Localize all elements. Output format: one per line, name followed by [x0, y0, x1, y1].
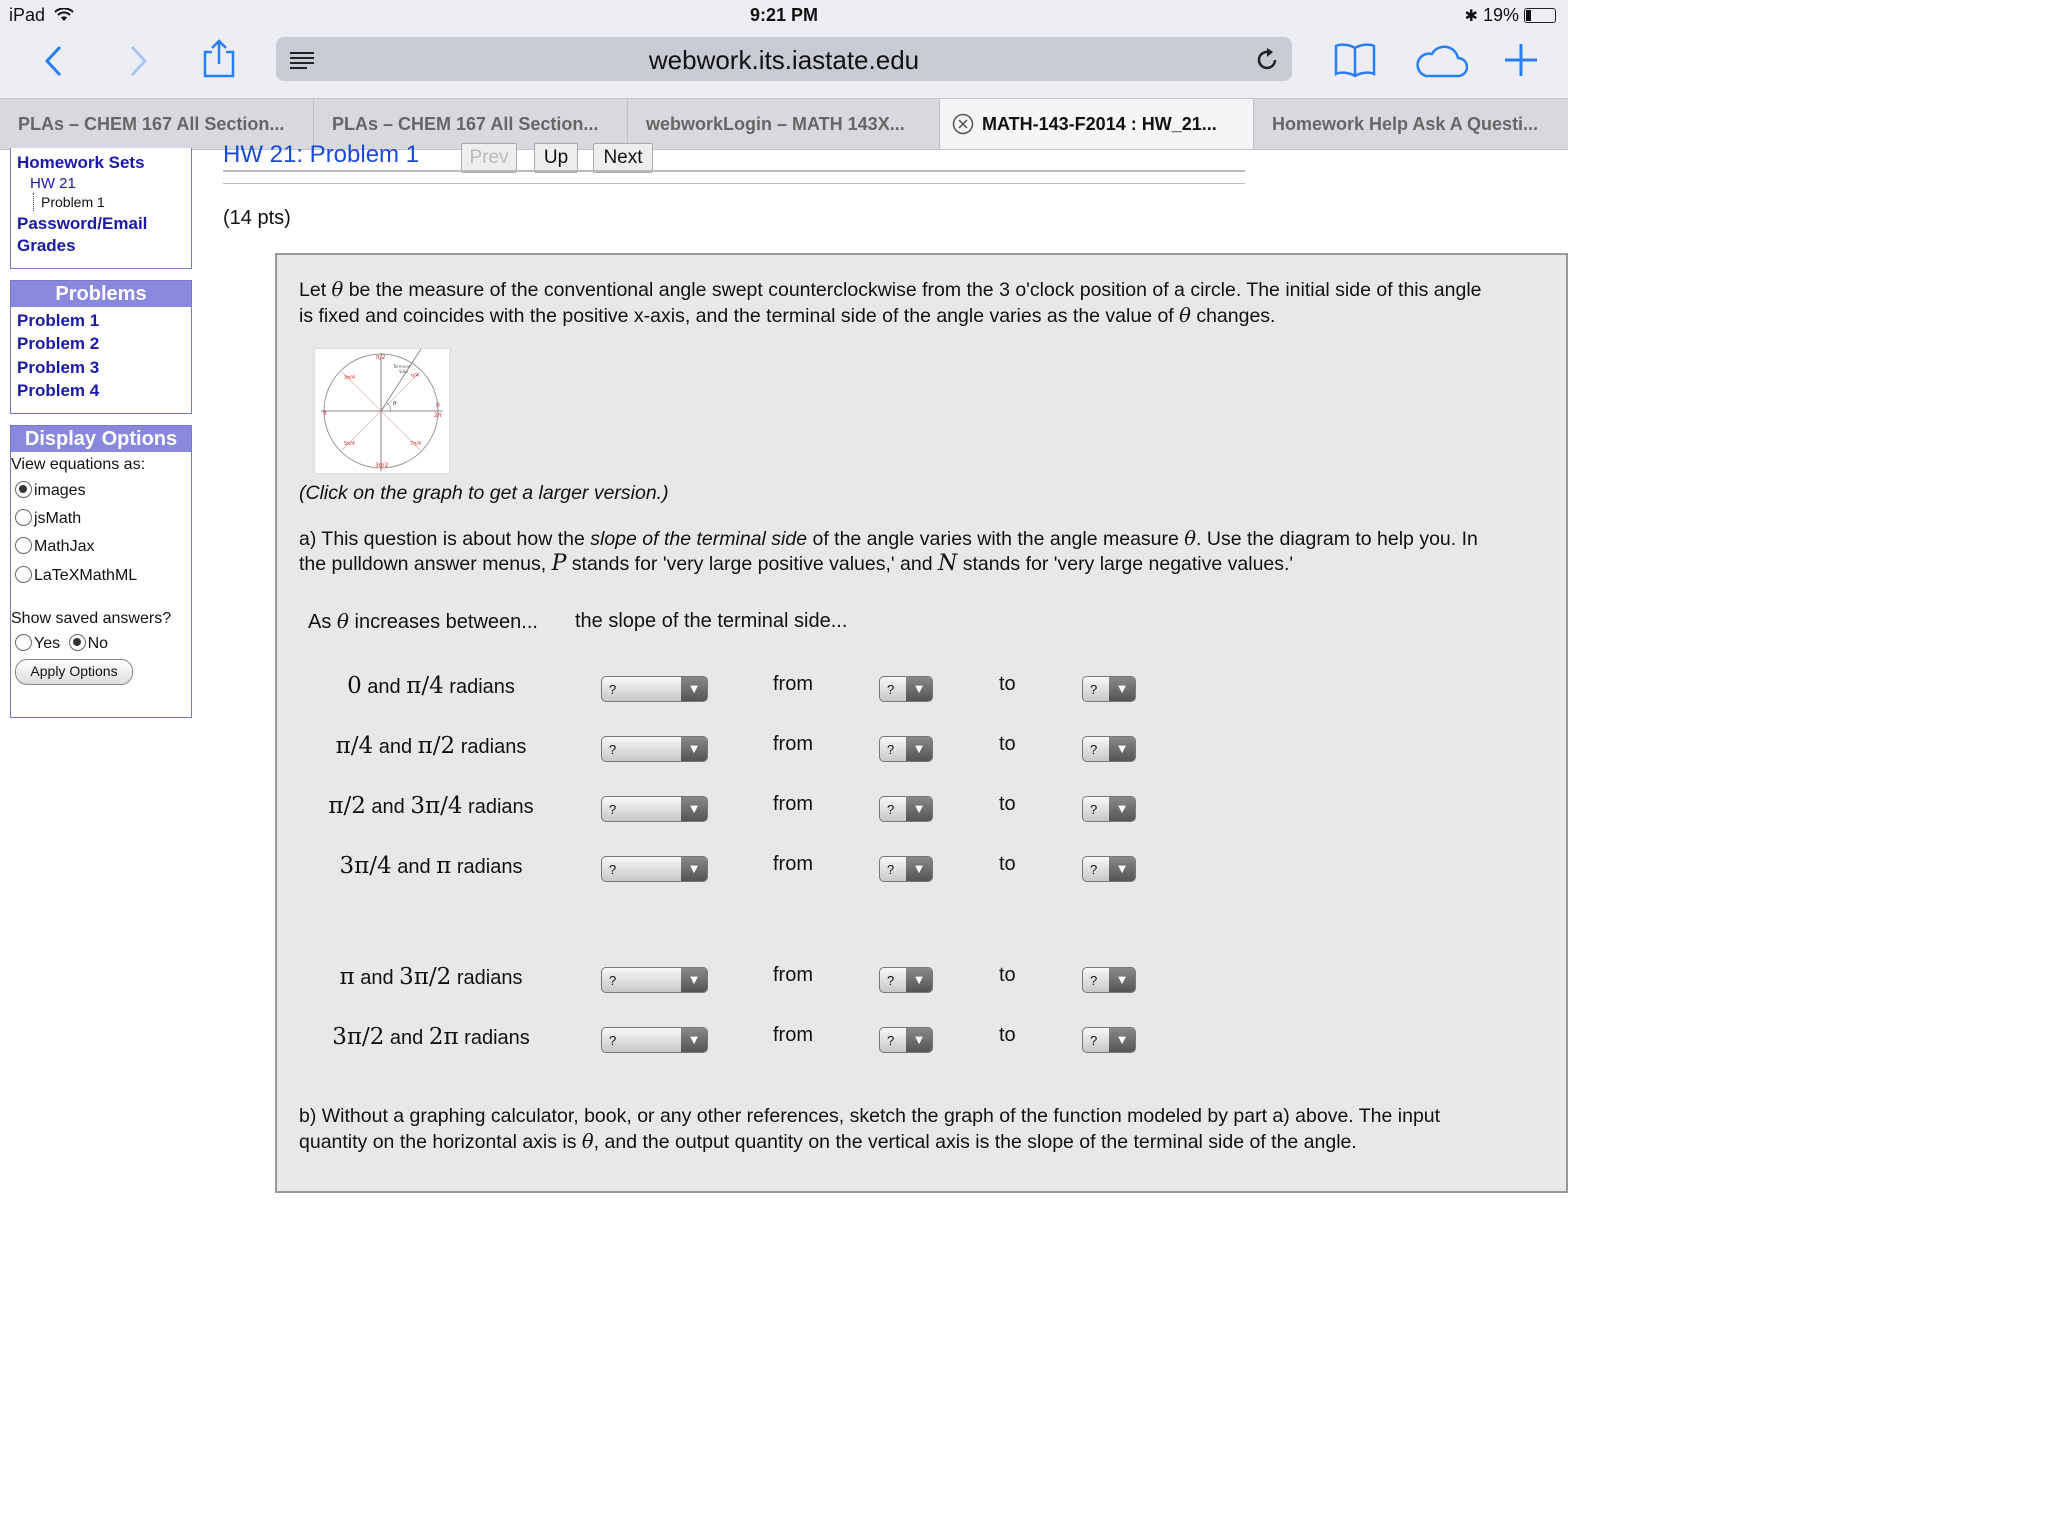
close-tab-icon[interactable] — [952, 113, 974, 135]
clock: 9:21 PM — [749, 5, 819, 25]
chevron-down-icon: ▼ — [906, 1028, 932, 1052]
chevron-down-icon: ▼ — [906, 797, 932, 821]
part-b-line-2: quantity on the horizontal axis is θ, and the output quantity on the vertical axis is the slope of the terminal side of the angle. — [299, 1130, 1357, 1153]
graph-label-q2: 3π/4 — [344, 375, 356, 381]
new-tab-icon[interactable] — [1503, 42, 1539, 78]
back-icon[interactable] — [42, 44, 66, 78]
to-value-select[interactable]: ? ▼ — [1082, 676, 1136, 702]
to-value-select[interactable]: ? ▼ — [1082, 967, 1136, 993]
hw21-link[interactable]: HW 21 — [30, 175, 76, 192]
icloud-tabs-icon[interactable] — [1414, 44, 1468, 78]
tab-chem-2[interactable]: PLAs – CHEM 167 All Section... — [314, 99, 628, 149]
interval-label: π/2 and 3π/4 radians — [328, 793, 534, 819]
graph-label-q3: 5π/4 — [344, 441, 356, 447]
device-name: iPad — [9, 5, 74, 26]
chevron-down-icon: ▼ — [681, 968, 707, 992]
problem-1-link[interactable]: Problem 1 — [17, 311, 100, 330]
to-label: to — [999, 793, 1016, 815]
chevron-down-icon: ▼ — [1109, 677, 1135, 701]
apply-options-button[interactable]: Apply Options — [15, 659, 133, 685]
part-a-line-2: the pulldown answer menus, P stands for 'very large positive values,' and N stands for 'very large negative values.' — [299, 551, 1294, 576]
chevron-down-icon: ▼ — [681, 737, 707, 761]
graph-label-right-b: 2π — [434, 412, 442, 419]
tab-chem-1[interactable]: PLAs – CHEM 167 All Section... — [0, 99, 314, 149]
graph-label-bottom: 3π/2 — [375, 462, 389, 469]
graph-label-left: π — [323, 410, 327, 417]
radio-mathjax[interactable] — [15, 537, 32, 554]
homework-sets-link[interactable]: Homework Sets — [17, 153, 145, 172]
part-a-line-1: a) This question is about how the slope of the terminal side of the angle varies with the angle measure θ. Use the diagram to help you. In — [299, 527, 1478, 550]
column-head-angle: As θ increases between... — [308, 609, 538, 633]
problems-heading: Problems — [11, 281, 191, 307]
unit-circle-graph[interactable] — [314, 348, 450, 474]
chevron-down-icon: ▼ — [906, 857, 932, 881]
problem-2-link[interactable]: Problem 2 — [17, 334, 100, 353]
chevron-down-icon: ▼ — [681, 797, 707, 821]
bookmarks-icon[interactable] — [1334, 42, 1376, 78]
to-value-select[interactable]: ? ▼ — [1082, 856, 1136, 882]
chevron-down-icon: ▼ — [681, 857, 707, 881]
graph-label-side: Side — [399, 369, 408, 374]
divider — [223, 183, 1245, 184]
tab-math-hw[interactable] — [940, 99, 1254, 149]
from-label: from — [773, 853, 813, 875]
bluetooth-icon: ✱ — [1464, 8, 1478, 25]
browser-toolbar — [0, 32, 1568, 98]
option-images[interactable]: images — [15, 481, 86, 500]
from-value-select[interactable]: ? ▼ — [879, 967, 933, 993]
problem-4-link[interactable]: Problem 4 — [17, 381, 100, 400]
chevron-down-icon: ▼ — [1109, 1028, 1135, 1052]
behavior-select[interactable]: ? ▼ — [601, 736, 708, 762]
page-title: HW 21: Problem 1 — [223, 141, 420, 168]
chevron-down-icon: ▼ — [681, 1028, 707, 1052]
option-mathjax[interactable]: MathJax — [15, 537, 94, 556]
interval-label: 3π/2 and 2π radians — [332, 1024, 530, 1050]
url-text: webwork.its.iastate.edu — [648, 45, 920, 75]
status-bar — [0, 0, 1568, 32]
chevron-down-icon: ▼ — [906, 737, 932, 761]
points-label: (14 pts) — [223, 207, 291, 229]
current-problem-label: Problem 1 — [41, 194, 105, 210]
battery-icon — [1524, 8, 1556, 23]
from-value-select[interactable]: ? ▼ — [879, 796, 933, 822]
from-value-select[interactable]: ? ▼ — [879, 856, 933, 882]
problem-panel — [275, 253, 1568, 1193]
behavior-select[interactable]: ? ▼ — [601, 1027, 708, 1053]
tab-webwork-login[interactable]: webworkLogin – MATH 143X... — [628, 99, 940, 149]
chevron-down-icon: ▼ — [1109, 737, 1135, 761]
graph-label-right-a: 0 — [436, 402, 440, 409]
tab-math-hw-label: MATH-143-F2014 : HW_21... — [982, 114, 1217, 134]
radio-yes[interactable] — [15, 634, 32, 651]
to-label: to — [999, 964, 1016, 986]
chevron-down-icon: ▼ — [681, 677, 707, 701]
from-value-select[interactable]: ? ▼ — [879, 1027, 933, 1053]
interval-label: 3π/4 and π radians — [339, 853, 523, 879]
homework-nav-box — [10, 148, 192, 269]
radio-no[interactable] — [69, 634, 86, 651]
from-label: from — [773, 733, 813, 755]
part-b-line-1: b) Without a graphing calculator, book, or any other references, sketch the graph of the function modeled by part a) above. The input — [299, 1105, 1441, 1127]
interval-label: π/4 and π/2 radians — [335, 733, 527, 759]
from-value-select[interactable]: ? ▼ — [879, 676, 933, 702]
up-button[interactable]: Up — [534, 143, 578, 173]
show-saved-radios: Yes No — [15, 634, 108, 653]
to-label: to — [999, 1024, 1016, 1046]
option-latexmathml[interactable]: LaTeXMathML — [15, 566, 137, 585]
address-bar[interactable] — [276, 37, 1292, 81]
unit-circle-svg — [315, 349, 449, 473]
problems-box — [10, 280, 192, 414]
next-button[interactable]: Next — [593, 143, 653, 173]
from-label: from — [773, 964, 813, 986]
reload-icon[interactable] — [1254, 47, 1280, 73]
chevron-down-icon: ▼ — [906, 968, 932, 992]
chevron-down-icon: ▼ — [1109, 797, 1135, 821]
battery-status: ✱ 19% — [1465, 5, 1556, 26]
chevron-down-icon: ▼ — [1109, 857, 1135, 881]
behavior-select[interactable]: ? ▼ — [601, 796, 708, 822]
interval-label: 0 and π/4 radians — [347, 673, 515, 699]
interval-label: π and 3π/2 radians — [339, 964, 523, 990]
from-label: from — [773, 673, 813, 695]
radio-images[interactable] — [15, 481, 32, 498]
column-head-slope: the slope of the terminal side... — [575, 610, 848, 632]
from-value-select[interactable]: ? ▼ — [879, 736, 933, 762]
display-options-heading: Display Options — [11, 426, 191, 452]
divider — [223, 170, 1245, 172]
forward-icon[interactable] — [126, 44, 150, 78]
display-options-box — [10, 425, 192, 718]
from-label: from — [773, 1024, 813, 1046]
graph-label-theta: θ — [393, 401, 397, 407]
click-note: (Click on the graph to get a larger version.) — [299, 482, 669, 504]
tab-homework-help[interactable]: Homework Help Ask A Questi... — [1272, 114, 1539, 134]
share-icon[interactable] — [202, 38, 236, 78]
password-email-link[interactable]: Password/Email — [17, 214, 148, 233]
intro-line-1: Let θ be the measure of the conventional angle swept counterclockwise from the 3 o'clock position of a circle. The initial side of this angle — [299, 278, 1482, 301]
behavior-select[interactable]: ? ▼ — [601, 967, 708, 993]
to-value-select[interactable]: ? ▼ — [1082, 1027, 1136, 1053]
behavior-select[interactable]: ? ▼ — [601, 856, 708, 882]
graph-label-terminal: Terminal — [393, 364, 410, 369]
graph-label-top: π/2 — [376, 354, 386, 361]
graph-label-q1: π/4 — [411, 373, 419, 379]
option-jsmath[interactable]: jsMath — [15, 509, 81, 528]
show-saved-label: Show saved answers? — [11, 610, 172, 627]
from-label: from — [773, 793, 813, 815]
intro-line-2: is fixed and coincides with the positive x-axis, and the terminal side of the angle varies as the value of θ changes. — [299, 304, 1276, 327]
behavior-select[interactable]: ? ▼ — [601, 676, 708, 702]
to-label: to — [999, 733, 1016, 755]
chevron-down-icon: ▼ — [906, 677, 932, 701]
radio-latexmathml[interactable] — [15, 566, 32, 583]
view-equations-label: View equations as: — [11, 456, 146, 473]
radio-jsmath[interactable] — [15, 509, 32, 526]
grades-link[interactable]: Grades — [17, 236, 76, 255]
to-value-select[interactable]: ? ▼ — [1082, 736, 1136, 762]
to-label: to — [999, 673, 1016, 695]
to-value-select[interactable]: ? ▼ — [1082, 796, 1136, 822]
graph-label-q4: 7π/4 — [410, 441, 422, 447]
prev-button[interactable]: Prev — [461, 143, 517, 173]
to-label: to — [999, 853, 1016, 875]
chevron-down-icon: ▼ — [1109, 968, 1135, 992]
problem-3-link[interactable]: Problem 3 — [17, 358, 100, 377]
